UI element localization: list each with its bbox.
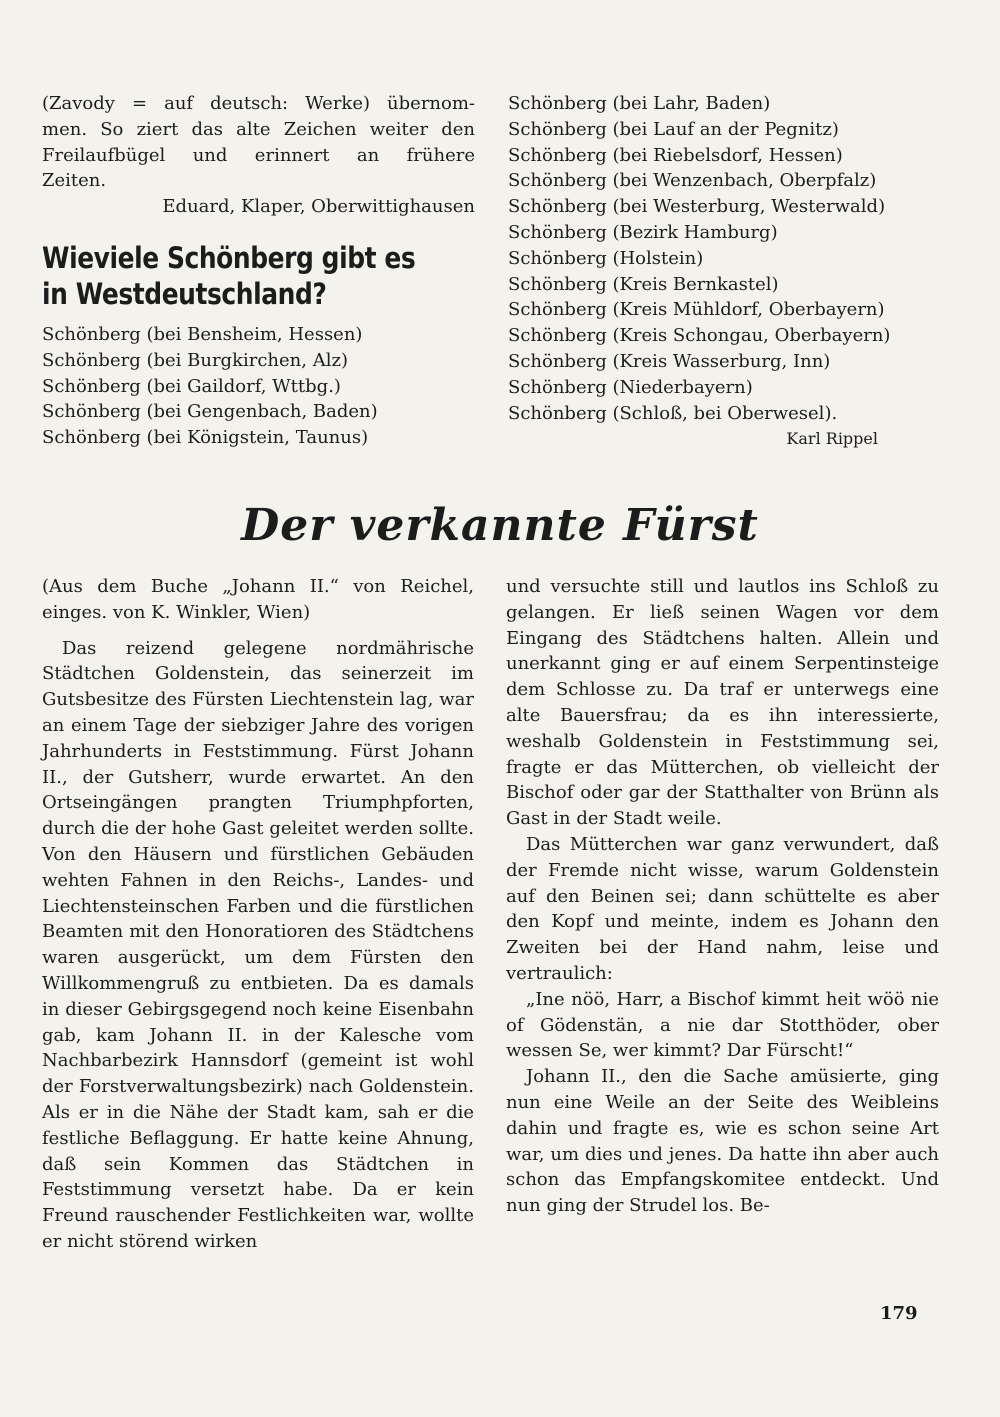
list-item: Schönberg (Niederbayern)	[508, 376, 753, 398]
story-paragraph: Das Mütterchen war ganz verwundert, daß der Fremde nicht wisse, warum Goldenstein auf den Beinen sei; dann schüttelte es aber den Kopf und meinte, indem es Johann den Zweiten bei der Hand nahm, leise und vertraulich:	[506, 833, 939, 984]
letter-signature: Eduard, Klaper, Oberwittighausen	[162, 196, 475, 218]
page-number: 179	[880, 1303, 918, 1324]
list-item: Schönberg (bei Bensheim, Hessen)	[42, 324, 363, 345]
list-item: Schönberg (bei Königstein, Taunus)	[42, 427, 369, 449]
list-item: Schönberg (Schloß, bei Oberwesel).	[508, 402, 838, 424]
story-title: Der verkannte Fürst	[241, 500, 759, 551]
list-item: Schönberg (Holstein)	[508, 247, 704, 269]
list-signature: Karl Rippel	[786, 429, 878, 449]
heading-line: Wieviele Schönberg gibt es	[42, 241, 416, 275]
list-item: Schönberg (bei Gengenbach, Baden)	[42, 401, 378, 423]
list-item: Schönberg (bei Burgkirchen, Alz)	[42, 349, 348, 371]
story-left-column	[42, 574, 474, 1255]
story-paragraph: Das reizend gelegene nordmährische Städtchen Goldenstein, das seinerzeit im Gutsbesitze des Fürsten Liechtenstein lag, war an einem Tage der siebziger Jahre des vorigen Jahrhunderts in Feststimmung. Fürst Johann II., der Gutsherr, wurde erwartet. An den Ortseingängen prangten Triumphpforten, durch die der hohe Gast geleitet werden sollte. Von den Häusern und fürstlichen Gebäuden wehten Fahnen in den Reichs-, Landes- und Liechtensteinschen Farben und die fürstlichen Beamten mit den Honoratioren des Städtchens waren ausgerückt, um dem Fürsten den Willkommengruß zu entbieten. Da es damals in dieser Gebirgsgegend noch keine Eisenbahn gab, kam Johann II. in der Kalesche vom Nachbarbezirk Hannsdorf (gemeint ist wohl der Forstverwaltungsbezirk) nach Goldenstein. Als er in die Nähe der Stadt kam, sah er die festliche Beflaggung. Er hatte keine Ahnung, daß sein Kommen das Städtchen in Feststimmung versetzt habe. Da er kein Freund rauschender Festlichkeiten war, wollte er nicht störend wirken	[42, 637, 474, 1252]
list-item: Schönberg (Kreis Wasserburg, Inn)	[508, 350, 831, 372]
story-source: (Aus dem Buche „Johann II.“ von Reichel, einges. von K. Winkler, Wien)	[42, 576, 474, 623]
letter-continuation-line: men. So ziert das alte Zeichen weiter den	[42, 118, 475, 140]
letter-continuation-line: Zeiten.	[42, 170, 107, 192]
story-right-column	[506, 574, 939, 1219]
schoenberg-list-left	[42, 322, 475, 451]
paragraph-gap	[42, 626, 474, 636]
schoenberg-list-right	[508, 91, 938, 452]
list-item: Schönberg (Kreis Schongau, Oberbayern)	[508, 325, 891, 347]
schoenberg-heading	[42, 240, 415, 312]
list-item: Schönberg (bei Lauf an der Pegnitz)	[508, 118, 839, 140]
letter-continuation-line: (Zavody = auf deutsch: Werke) übernom-	[42, 93, 475, 114]
list-item: Schönberg (Kreis Bernkastel)	[508, 273, 779, 295]
list-item: Schönberg (Bezirk Hamburg)	[508, 221, 778, 243]
list-item: Schönberg (bei Wenzenbach, Oberpfalz)	[508, 170, 877, 192]
story-paragraph: „Ine nöö, Harr, a Bischof kimmt heit wöö nie of Gödenstän, a nie dar Stotthöder, ober wessen Se, wer kimmt? Dar Fürscht!“	[506, 988, 939, 1062]
letter-continuation-line: Freilaufbügel und erinnert an frühere	[42, 144, 475, 166]
story-paragraph: und versuchte still und lautlos ins Schloß zu gelangen. Er ließ seinen Wagen vor dem Eingang des Städtchens halten. Allein und unerkannt ging er auf einem Serpentinsteige dem Schlosse zu. Da traf er unterwegs eine alte Bauersfrau; da es ihn interessierte, weshalb Goldenstein in Feststimmung sei, fragte er das Mütterchen, ob vielleicht der Bischof oder gar der Statthalter von Brünn als Gast in der Stadt weile.	[506, 576, 939, 830]
list-item: Schönberg (bei Gaildorf, Wttbg.)	[42, 375, 341, 397]
story-paragraph: Johann II., den die Sache amüsierte, ging nun eine Weile an der Seite des Weibleins dahin und fragte es, wie es schon seine Art war, um dies und jenes. Da hatte ihn aber auch schon das Empfangskomitee entdeckt. Und nun ging der Strudel los. Be-	[506, 1066, 939, 1217]
top-left-column	[42, 91, 475, 220]
list-item: Schönberg (bei Lahr, Baden)	[508, 93, 771, 114]
list-item: Schönberg (Kreis Mühldorf, Oberbayern)	[508, 299, 885, 321]
list-item: Schönberg (bei Westerburg, Westerwald)	[508, 196, 886, 218]
list-item: Schönberg (bei Riebelsdorf, Hessen)	[508, 144, 843, 166]
heading-line: in Westdeutschland?	[42, 277, 327, 311]
